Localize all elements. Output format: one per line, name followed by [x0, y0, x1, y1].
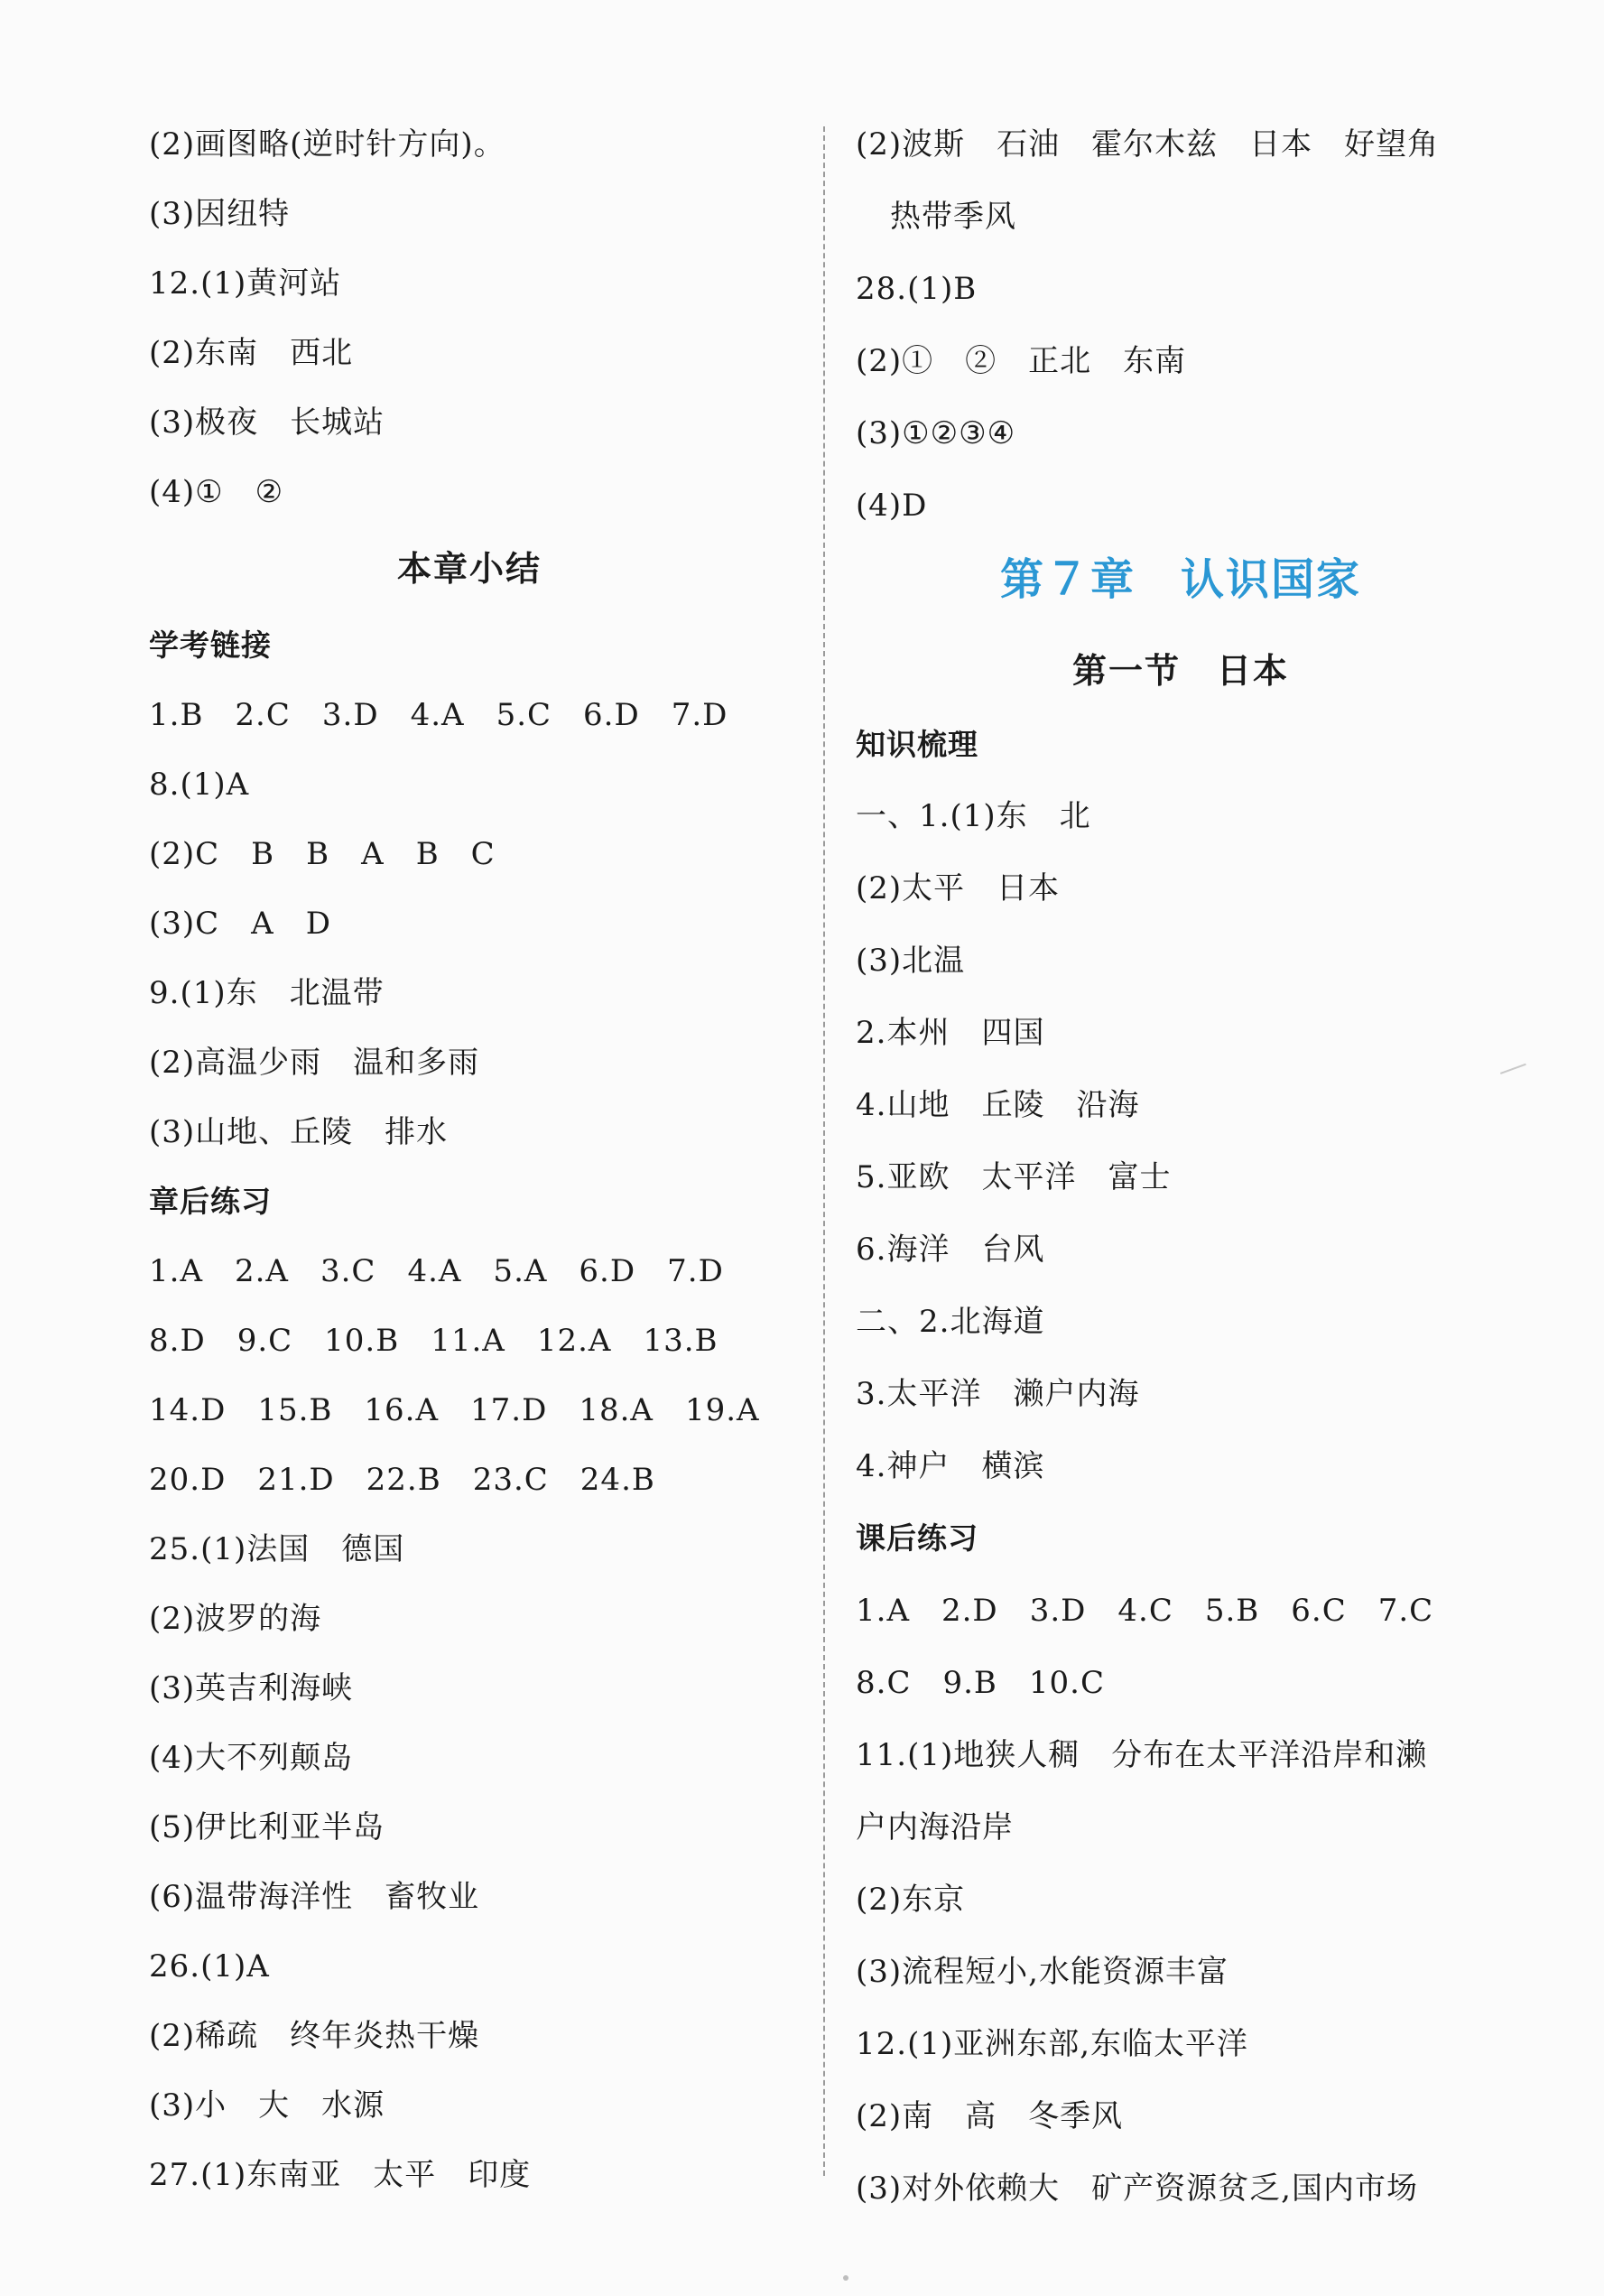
answer-line: 3.太平洋 濑户内海	[856, 1376, 1140, 1412]
answer-line: 11.(1)地狭人稠 分布在太平洋沿岸和濑	[856, 1737, 1428, 1773]
answer-line: (3)英吉利海峡	[149, 1670, 354, 1706]
answer-line: (2)太平 日本	[856, 870, 1061, 906]
answer-line: (4)大不列颠岛	[149, 1740, 354, 1776]
answer-line: (4)D	[856, 488, 928, 524]
subsection-heading: 学考链接	[149, 627, 272, 663]
chapter-title: 第７章 认识国家	[999, 554, 1361, 605]
answer-line: (3)北温	[856, 943, 966, 979]
answer-line: 户内海沿岸	[856, 1809, 1014, 1845]
answer-line: (4)① ②	[149, 474, 284, 510]
answer-line: (3)山地、丘陵 排水	[149, 1114, 449, 1150]
answer-line: 9.(1)东 北温带	[149, 975, 385, 1011]
answer-line: 热带季风	[890, 199, 1016, 235]
answer-line: 2.本州 四国	[856, 1015, 1045, 1051]
answer-line: (2)高温少雨 温和多雨	[149, 1045, 480, 1081]
subsection-heading: 章后练习	[149, 1184, 272, 1219]
answer-line: (5)伊比利亚半岛	[149, 1809, 385, 1845]
answer-line: 4.山地 丘陵 沿海	[856, 1087, 1140, 1123]
answer-line: (2)东京	[856, 1882, 966, 1918]
answer-line: (3)对外依赖大 矿产资源贫乏,国内市场	[856, 2171, 1418, 2207]
answer-line: (3)C A D	[149, 906, 331, 942]
answer-line: (2)南 高 冬季风	[856, 2098, 1124, 2134]
scan-mark	[1497, 1056, 1526, 1074]
answer-line: 8.C 9.B 10.C	[856, 1665, 1105, 1701]
answer-line: (3)①②③④	[856, 415, 1016, 451]
section-title: 第一节 日本	[1071, 651, 1289, 691]
column-divider	[823, 126, 825, 2176]
answer-line: 5.亚欧 太平洋 富士	[856, 1159, 1172, 1195]
answer-line: 12.(1)亚洲东部,东临太平洋	[856, 2026, 1249, 2062]
answer-line: 1.A 2.D 3.D 4.C 5.B 6.C 7.C	[856, 1593, 1434, 1629]
subsection-heading: 课后练习	[856, 1520, 978, 1556]
answer-line: (6)温带海洋性 畜牧业	[149, 1879, 480, 1915]
answer-line: (2)画图略(逆时针方向)。	[149, 126, 505, 163]
answer-line: 1.B 2.C 3.D 4.A 5.C 6.D 7.D	[149, 697, 728, 733]
answer-line: (3)小 大 水源	[149, 2087, 385, 2124]
answer-line: 25.(1)法国 德国	[149, 1531, 405, 1567]
answer-line: 27.(1)东南亚 太平 印度	[149, 2157, 532, 2193]
answer-line: (2)C B B A B C	[149, 836, 496, 872]
answer-line: (3)流程短小,水能资源丰富	[856, 1954, 1228, 1990]
answer-line: 28.(1)B	[856, 271, 978, 307]
answer-line: (2)① ② 正北 东南	[856, 343, 1187, 379]
answer-line: 二、2.北海道	[856, 1304, 1045, 1340]
answer-line: 26.(1)A	[149, 1948, 270, 1985]
answer-line: (3)极夜 长城站	[149, 404, 385, 441]
bottom-dot	[843, 2275, 848, 2281]
section-title: 本章小结	[396, 549, 542, 589]
answer-line: (2)东南 西北	[149, 335, 354, 371]
answer-line: (3)因纽特	[149, 196, 291, 232]
answer-line: 8.D 9.C 10.B 11.A 12.A 13.B	[149, 1323, 719, 1359]
subsection-heading: 知识梳理	[856, 727, 978, 762]
answer-line: (2)波斯 石油 霍尔木兹 日本 好望角	[856, 126, 1440, 163]
answer-line: (2)波罗的海	[149, 1601, 322, 1637]
answer-line: 4.神户 横滨	[856, 1448, 1045, 1484]
answer-line: 一、1.(1)东 北	[856, 798, 1091, 834]
answer-line: 8.(1)A	[149, 767, 250, 803]
answer-line: 6.海洋 台风	[856, 1232, 1045, 1268]
answer-line: 1.A 2.A 3.C 4.A 5.A 6.D 7.D	[149, 1253, 724, 1289]
answer-line: 12.(1)黄河站	[149, 265, 342, 302]
answer-line: 14.D 15.B 16.A 17.D 18.A 19.A	[149, 1392, 760, 1428]
answer-line: 20.D 21.D 22.B 23.C 24.B	[149, 1462, 655, 1498]
answer-line: (2)稀疏 终年炎热干燥	[149, 2018, 480, 2054]
